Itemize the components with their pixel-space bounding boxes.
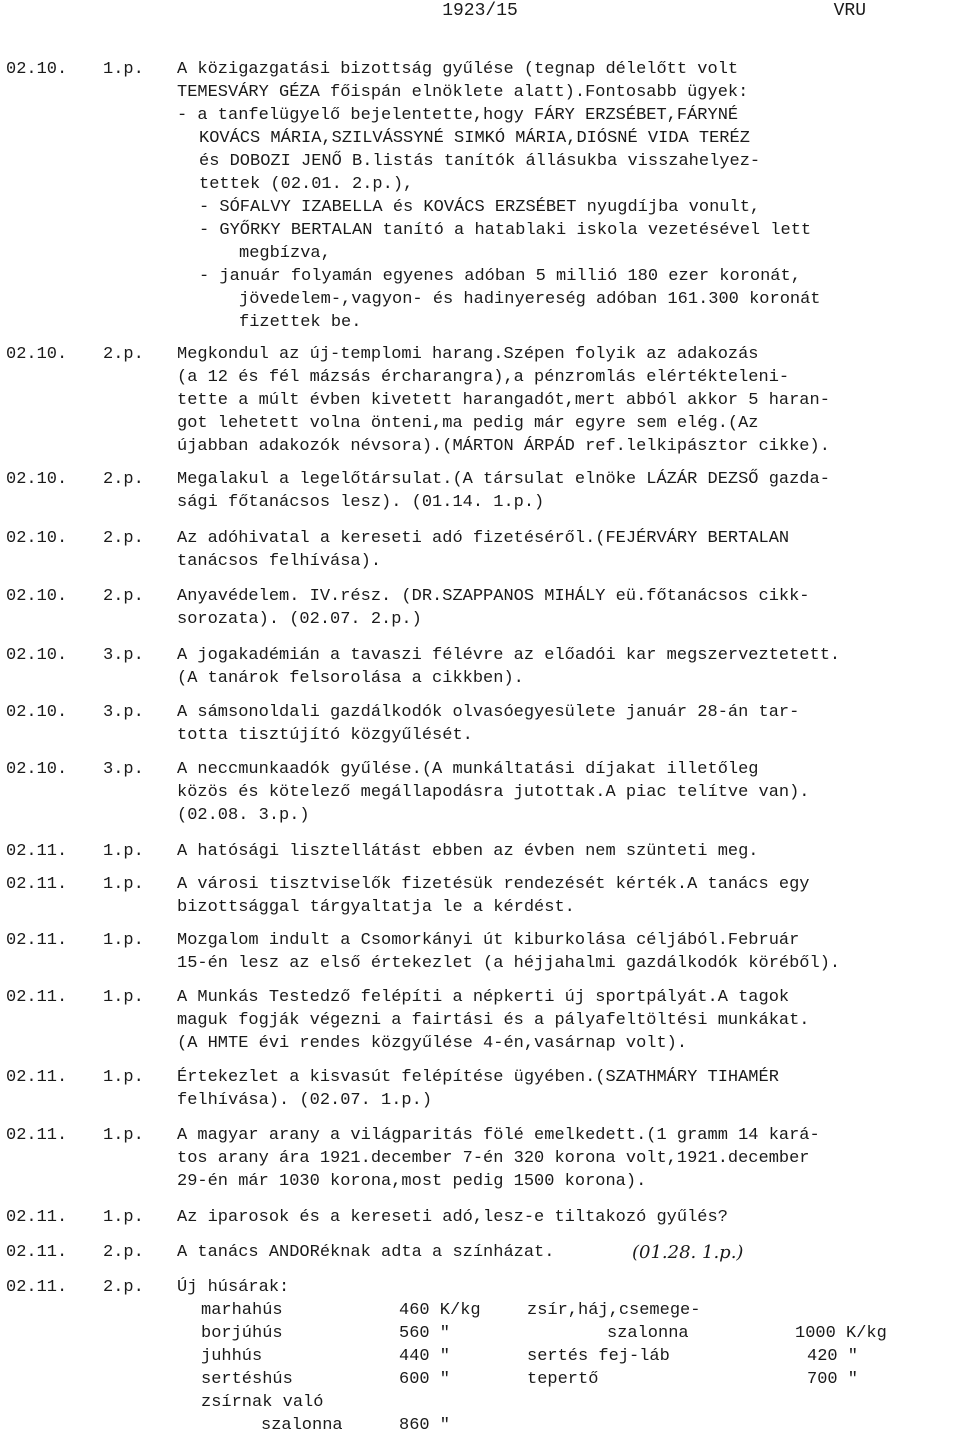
entry-page: 1.p. [103, 60, 144, 79]
entry-text [177, 1276, 955, 1435]
text-line: - január folyamán egyenes adóban 5 millió 180 ezer koronát, [199, 267, 801, 286]
entry-date: 02.11. [6, 988, 68, 1007]
text-line: A Munkás Testedző felépíti a népkerti új sportpályát.A tagok [177, 988, 790, 1007]
text-line: jövedelem-,vagyon- és hadinyereség adóban 161.300 koronát [239, 290, 821, 309]
entry-page: 1.p. [103, 1068, 144, 1087]
price-item-value: 860 " [399, 1416, 451, 1435]
entry-date: 02.10. [6, 529, 68, 548]
price-item-name: zsír,háj,csemege- [527, 1301, 701, 1320]
price-item-name: juhhús [201, 1347, 263, 1366]
entry-date: 02.10. [6, 703, 68, 722]
entry-page: 2.p. [103, 345, 144, 364]
entry-text [177, 343, 955, 458]
text-line: megbízva, [239, 244, 331, 263]
handwritten-note: (01.28. 1.p.) [632, 1242, 744, 1263]
text-line: tanácsos felhívása). [177, 552, 382, 571]
price-item-name: sertéshús [201, 1370, 293, 1389]
text-line: bizottsággal tárgyaltatja le a kérdést. [177, 898, 575, 917]
text-line: 15-én lesz az első értekezlet (a héjjahalmi gazdálkodók köréből). [177, 954, 841, 973]
text-line: A neccmunkaadók gyűlése.(A munkáltatási díjakat illetőleg [177, 760, 759, 779]
entry-page: 1.p. [103, 931, 144, 950]
text-line: Megkondul az új-templomi harang.Szépen folyik az adakozás [177, 345, 759, 364]
text-line: Az adóhivatal a kereseti adó fizetéséről.(FEJÉRVÁRY BERTALAN [177, 529, 790, 548]
price-item-name: zsírnak való [201, 1393, 324, 1412]
text-line: 29-én már 1030 korona,most pedig 1500 korona). [177, 1172, 647, 1191]
text-line: maguk fogják végezni a fairtási és a pályafeltöltési munkákat. [177, 1011, 810, 1030]
entry-text [177, 1066, 955, 1112]
text-line: közös és kötelező megállapodásra jutottak.A piac telítve van). [177, 783, 810, 802]
text-line: - a tanfelügyelő bejelentette,hogy FÁRY ERZSÉBET,FÁRYNÉ [177, 106, 739, 125]
text-line: A jogakadémián a tavaszi félévre az előadói kar megszerveztetett. [177, 646, 841, 665]
text-line: Megalakul a legelőtársulat.(A társulat elnöke LÁZÁR DEZSŐ gazda- [177, 470, 830, 489]
entry-page: 3.p. [103, 646, 144, 665]
price-item-name: borjúhús [201, 1324, 283, 1343]
text-line: tettek (02.01. 2.p.), [199, 175, 414, 194]
text-line: A sámsonoldali gazdálkodók olvasóegyesülete január 28-án tar- [177, 703, 800, 722]
text-line: - SÓFALVY IZABELLA és KOVÁCS ERZSÉBET nyugdíjba vonult, [199, 198, 761, 217]
text-line: és DOBOZI JENŐ B.listás tanítók állásukba visszahelyez- [199, 152, 761, 171]
entry-page: 1.p. [103, 988, 144, 1007]
text-line: Az iparosok és a kereseti adó,lesz-e tiltakozó gyűlés? [177, 1208, 728, 1227]
entry-page: 1.p. [103, 842, 144, 861]
price-item-value: 600 " [399, 1370, 451, 1389]
entry-text [177, 986, 955, 1055]
text-line: Értekezlet a kisvasút felépítése ügyében.(SZATHMÁRY TIHAMÉR [177, 1068, 779, 1087]
text-line: felhívása). (02.07. 1.p.) [177, 1091, 433, 1110]
entry-date: 02.11. [6, 1278, 68, 1297]
entry-date: 02.10. [6, 760, 68, 779]
text-line: (A tanárok felsorolása a cikkben). [177, 669, 524, 688]
entry-text [177, 1241, 955, 1264]
price-item-name: szalonna [261, 1416, 343, 1435]
text-line: (a 12 és fél mázsás ércharangra),a pénzromlás elértékteleni- [177, 368, 790, 387]
text-line: (02.08. 3.p.) [177, 806, 310, 825]
text-line: KOVÁCS MÁRIA,SZILVÁSSYNÉ SIMKÓ MÁRIA,DIÓSNÉ VIDA TERÉZ [199, 129, 750, 148]
price-item-value: 700 " [807, 1370, 859, 1389]
entry-date: 02.10. [6, 345, 68, 364]
entry-page: 3.p. [103, 760, 144, 779]
entry-date: 02.11. [6, 931, 68, 950]
entry-text [177, 929, 955, 975]
entry-text [177, 701, 955, 747]
text-line: got lehetett volna önteni,ma pedig már egyre sem elég.(Az [177, 414, 759, 433]
entry-page: 1.p. [103, 1208, 144, 1227]
entry-page: 2.p. [103, 529, 144, 548]
entry-text [177, 840, 955, 863]
entry-page: 3.p. [103, 703, 144, 722]
entry-date: 02.11. [6, 875, 68, 894]
price-item-value: 460 K/kg [399, 1301, 481, 1320]
text-line: Anyavédelem. IV.rész. (DR.SZAPPANOS MIHÁLY eü.főtanácsos cikk- [177, 587, 810, 606]
entry-text [177, 527, 955, 573]
entry-date: 02.10. [6, 646, 68, 665]
entry-page: 2.p. [103, 1278, 144, 1297]
document-code: 1923/15 [442, 1, 518, 21]
document-tag: VRU [833, 1, 866, 21]
price-item-value: 1000 K/kg [795, 1324, 887, 1343]
entry-text [177, 873, 955, 919]
price-item-value: 560 " [399, 1324, 451, 1343]
text-line: Új húsárak: [177, 1278, 290, 1297]
text-line: - GYŐRKY BERTALAN tanító a hatablaki iskola vezetésével lett [199, 221, 812, 240]
entry-page: 1.p. [103, 875, 144, 894]
text-line: A tanács ANDORéknak adta a színházat. [177, 1243, 555, 1262]
entry-text [177, 58, 955, 334]
entry-date: 02.11. [6, 1243, 68, 1262]
text-line: TEMESVÁRY GÉZA főispán elnöklete alatt).Fontosabb ügyek: [177, 83, 749, 102]
entry-date: 02.11. [6, 1068, 68, 1087]
entry-page: 2.p. [103, 1243, 144, 1262]
entry-text [177, 585, 955, 631]
text-line: totta tisztújító közgyűlését. [177, 726, 473, 745]
text-line: (A HMTE évi rendes közgyűlése 4-én,vasárnap volt). [177, 1034, 688, 1053]
price-item-value: 420 " [807, 1347, 859, 1366]
price-item-value: 440 " [399, 1347, 451, 1366]
price-item-name: szalonna [607, 1324, 689, 1343]
text-line: A magyar arany a világparitás fölé emelkedett.(1 gramm 14 kará- [177, 1126, 820, 1145]
entry-page: 2.p. [103, 587, 144, 606]
entry-text [177, 1124, 955, 1193]
entry-page: 2.p. [103, 470, 144, 489]
text-line: újabban adakozók névsora).(MÁRTON ÁRPÁD ref.lelkipásztor cikke). [177, 437, 830, 456]
entry-page: 1.p. [103, 1126, 144, 1145]
entry-text [177, 758, 955, 827]
text-line: A közigazgatási bizottság gyűlése (tegnap délelőtt volt [177, 60, 739, 79]
text-line: fizettek be. [239, 313, 362, 332]
text-line: tos arany ára 1921.december 7-én 320 korona volt,1921.december [177, 1149, 810, 1168]
text-line: A városi tisztviselők fizetésük rendezését kérték.A tanács egy [177, 875, 810, 894]
price-item-name: marhahús [201, 1301, 283, 1320]
text-line: sági főtanácsos lesz). (01.14. 1.p.) [177, 493, 545, 512]
entry-date: 02.11. [6, 1126, 68, 1145]
entry-date: 02.10. [6, 60, 68, 79]
entry-date: 02.10. [6, 587, 68, 606]
text-line: Mozgalom indult a Csomorkányi út kiburkolása céljából.Február [177, 931, 800, 950]
entry-date: 02.11. [6, 842, 68, 861]
text-line: sorozata). (02.07. 2.p.) [177, 610, 422, 629]
entry-date: 02.11. [6, 1208, 68, 1227]
text-line: A hatósági lisztellátást ebben az évben nem szünteti meg. [177, 842, 759, 861]
entry-date: 02.10. [6, 470, 68, 489]
price-item-name: sertés fej-láb [527, 1347, 670, 1366]
text-line: tette a múlt évben kivetett harangadót,mert abból akkor 5 haran- [177, 391, 830, 410]
entry-text [177, 644, 955, 690]
entry-text [177, 1206, 955, 1229]
entry-text [177, 468, 955, 514]
price-item-name: tepertő [527, 1370, 599, 1389]
